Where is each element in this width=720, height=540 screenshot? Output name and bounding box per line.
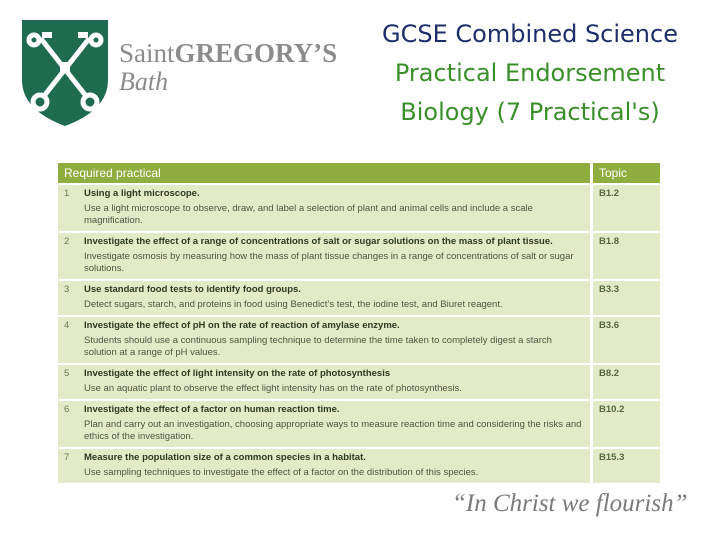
practical-description: Use a light microscope to observe, draw, and label a selection of plant and animal cells and include a scale magnification. [84, 203, 533, 226]
title-line-2: Practical Endorsement [394, 59, 666, 87]
practical-number: 3 [58, 280, 78, 316]
practical-topic: B15.3 [592, 448, 661, 484]
header-required-practical: Required practical [58, 163, 592, 184]
practical-number: 2 [58, 232, 78, 280]
practical-topic: B3.6 [592, 316, 661, 364]
table-header-row [58, 163, 660, 184]
table-row [58, 184, 660, 232]
required-practicals-table [58, 163, 660, 485]
practical-title: Measure the population size of a common species in a habitat. [84, 452, 366, 463]
practical-title: Investigate the effect of a range of concentrations of salt or sugar solutions on the mass of plant tissue. [84, 236, 553, 247]
wordmark-saint: Saint [119, 38, 175, 68]
practical-description: Use an aquatic plant to observe the effect light intensity has on the rate of photosynthesis. [84, 383, 462, 394]
practical-cell [78, 184, 592, 232]
practical-cell [78, 316, 592, 364]
practical-description: Students should use a continuous sampling technique to determine the time taken to completely digest a starch solution at a range of pH values. [84, 335, 552, 358]
title-line-1: GCSE Combined Science [382, 20, 678, 48]
practical-description: Use sampling techniques to investigate the effect of a factor on the distribution of this species. [84, 467, 479, 478]
practical-description: Detect sugars, starch, and proteins in food using Benedict’s test, the iodine test, and Biuret reagent. [84, 299, 503, 310]
practical-topic: B10.2 [592, 400, 661, 448]
wordmark-gregorys: GREGORY’S [174, 38, 338, 68]
table-row [58, 280, 660, 316]
practical-title: Use standard food tests to identify food groups. [84, 284, 301, 295]
practical-number: 6 [58, 400, 78, 448]
practical-description: Plan and carry out an investigation, choosing appropriate ways to measure reaction time and considering the risks and ethics of the investigation. [84, 419, 582, 442]
table-row [58, 364, 660, 400]
practical-topic: B8.2 [592, 364, 661, 400]
header-topic: Topic [592, 163, 661, 184]
practical-number: 7 [58, 448, 78, 484]
wordmark-bath: Bath [119, 67, 169, 96]
practical-title: Investigate the effect of pH on the rate of reaction of amylase enzyme. [84, 320, 400, 331]
practical-number: 4 [58, 316, 78, 364]
practical-title: Investigate the effect of a factor on human reaction time. [84, 404, 340, 415]
practical-number: 5 [58, 364, 78, 400]
school-crest-icon [20, 18, 110, 128]
practical-cell [78, 280, 592, 316]
practical-cell [78, 448, 592, 484]
table-row [58, 400, 660, 448]
practical-cell [78, 232, 592, 280]
practical-cell [78, 364, 592, 400]
table-row [58, 448, 660, 484]
practical-description: Investigate osmosis by measuring how the mass of plant tissue changes in a range of concentrations of salt or sugar solutions. [84, 251, 574, 274]
practical-topic: B1.8 [592, 232, 661, 280]
practical-number: 1 [58, 184, 78, 232]
table-row [58, 232, 660, 280]
table-row [58, 316, 660, 364]
school-wordmark [119, 40, 337, 95]
title-line-3: Biology (7 Practical's) [400, 98, 660, 126]
practical-topic: B1.2 [592, 184, 661, 232]
page-title [360, 15, 700, 132]
practical-title: Investigate the effect of light intensity on the rate of photosynthesis [84, 368, 391, 379]
practical-topic: B3.3 [592, 280, 661, 316]
practical-title: Using a light microscope. [84, 188, 200, 199]
practical-cell [78, 400, 592, 448]
school-motto: “In Christ we flourish” [452, 490, 688, 517]
